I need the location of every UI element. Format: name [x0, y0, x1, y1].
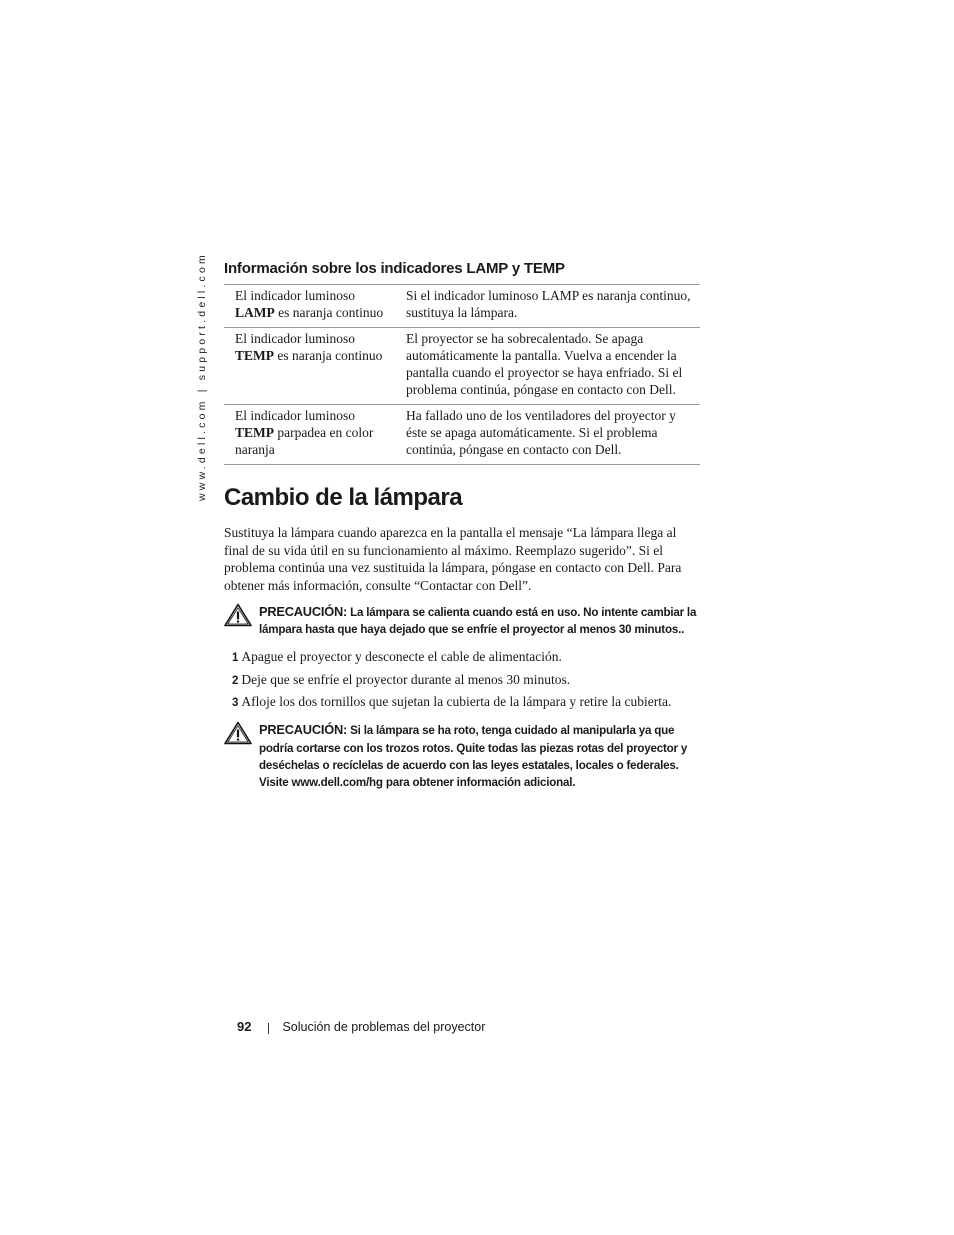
table-cell-indicator — [224, 285, 395, 328]
caution-note — [224, 603, 700, 638]
sidebar-url — [196, 252, 212, 501]
table-row — [224, 285, 700, 328]
chapter-title: Solución de problemas del proyector — [282, 1020, 486, 1034]
list-item — [232, 671, 700, 690]
step-text: Afloje los dos tornillos que sujetan la cubierta de la lámpara y retire la cubierta. — [241, 694, 672, 710]
step-number: 2 — [232, 674, 239, 687]
step-text: Apague el proyector y desconecte el cable de alimentación. — [241, 649, 562, 665]
warning-triangle-icon — [224, 603, 252, 627]
cell-text: parpadea en color naranja — [235, 425, 374, 457]
cell-text: es naranja continuo — [274, 348, 383, 363]
caution-body: Si la lámpara se ha roto, tenga cuidado al manipularla ya que podría cortarse con los trozos rotos. Quite todas las piezas rotas del proyector y deséchelas o recíclelas de acuerdo con las leyes estatales, locales o federales. Visite www.dell.com/hg para obtener información adicional. — [259, 724, 688, 790]
step-number: 3 — [232, 697, 239, 710]
list-item — [232, 648, 700, 667]
table-cell-description: Si el indicador luminoso LAMP es naranja continuo, sustituya la lámpara. — [406, 288, 691, 320]
cell-bold-text: TEMP — [235, 348, 274, 363]
table-cell-indicator — [224, 328, 395, 405]
caution-text — [259, 721, 700, 791]
steps-list — [224, 648, 700, 712]
page-title: Cambio de la lámpara — [224, 484, 463, 511]
cell-bold-text: TEMP — [235, 425, 274, 440]
intro-paragraph: Sustituya la lámpara cuando aparezca en la pantalla el mensaje “La lámpara llega al final de su vida útil en su funcionamiento al máximo. Reemplazo sugerido”. Si el problema continúa una vez sustituida la lámpara, póngase en contacto con Dell. Para obtener más información, consulte “Contactar con Dell”. — [224, 525, 682, 593]
indicator-table — [224, 284, 700, 465]
cell-text: El indicador luminoso — [235, 408, 355, 423]
page-footer — [237, 1019, 485, 1034]
cell-text: es naranja continuo — [274, 305, 384, 320]
page-number: 92 — [237, 1019, 252, 1034]
caution-label: PRECAUCIÓN: — [259, 722, 348, 738]
warning-triangle-icon — [224, 721, 252, 745]
section-heading: Información sobre los indicadores LAMP y TEMP — [224, 260, 565, 277]
caution-note — [224, 721, 700, 791]
cell-text: El indicador luminoso — [235, 288, 355, 303]
caution-label: PRECAUCIÓN: — [259, 604, 348, 619]
footer-divider — [268, 1023, 269, 1034]
table-row — [224, 405, 700, 465]
table-cell-indicator — [224, 405, 395, 465]
list-item — [232, 693, 700, 712]
sidebar-url-text: www.dell.com | support.dell.com — [196, 252, 208, 501]
table-cell-description: Ha fallado uno de los ventiladores del proyector y éste se apaga automáticamente. Si el problema continúa, póngase en contacto con Dell. — [406, 408, 676, 457]
cell-text: El indicador luminoso — [235, 331, 355, 346]
table-row — [224, 328, 700, 405]
table-cell-description: El proyector se ha sobrecalentado. Se apaga automáticamente la pantalla. Vuelva a encender la pantalla cuando el proyector se haya enfriado. Si el problema continúa, póngase en contacto con Dell. — [406, 331, 683, 397]
step-number: 1 — [232, 652, 239, 665]
caution-text — [259, 603, 700, 638]
main-content — [224, 260, 700, 801]
step-text: Deje que se enfríe el proyector durante al menos 30 minutos. — [241, 671, 571, 687]
cell-bold-text: LAMP — [235, 305, 275, 320]
caution-body: La lámpara se calienta cuando está en uso. No intente cambiar la lámpara hasta que haya dejado que se enfríe el proyector al menos 30 minutos.. — [259, 606, 697, 637]
